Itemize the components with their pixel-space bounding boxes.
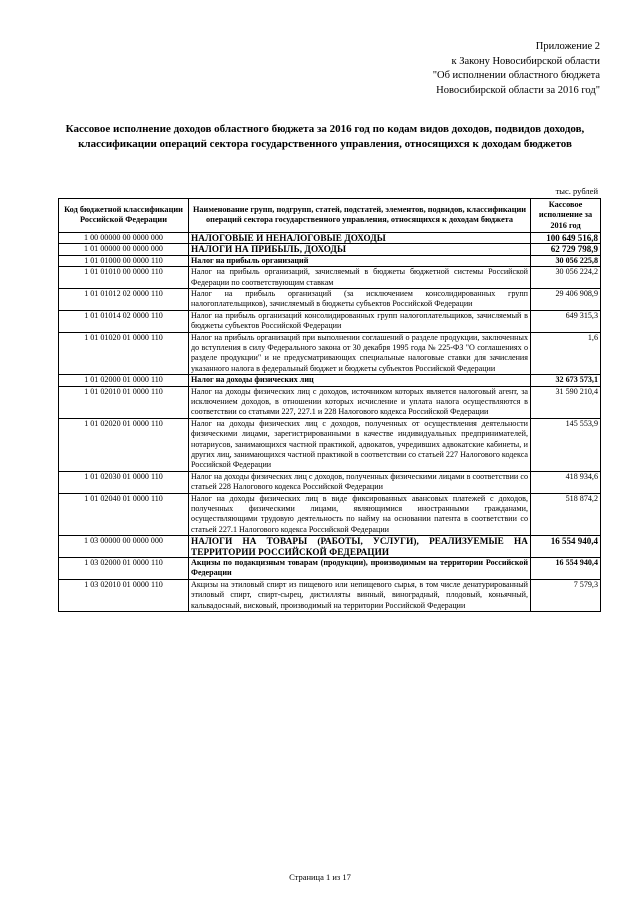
table-row (59, 558, 601, 580)
row-code: 1 03 00000 00 0000 000 (59, 536, 189, 558)
table-row (59, 255, 601, 266)
table-row (59, 579, 601, 611)
row-code: 1 01 02000 01 0000 110 (59, 375, 189, 386)
row-name: Налог на прибыль организаций, зачисляемый в бюджеты бюджетной системы Российской Федерации по соответствующим ставкам (189, 267, 531, 289)
row-name: Налог на доходы физических лиц (189, 375, 531, 386)
row-name: Акцизы на этиловый спирт из пищевого или непищевого сырья, в том числе денатурированный этиловый спирт, спирт-сырец, дистилляты винный, виноградный, плодовый, коньячный, кальвадосный, висковый, производимый на территории Российской Федерации (189, 579, 531, 611)
row-amount: 30 056 225,8 (531, 255, 601, 266)
row-code: 1 01 02010 01 0000 110 (59, 386, 189, 418)
row-amount: 1,6 (531, 332, 601, 375)
row-name: Налог на прибыль организаций при выполнении соглашений о разделе продукции, заключенных до вступления в силу Федерального закона от 30 декабря 1995 года № 225-ФЗ "О соглашениях о разделе продукции" и не предусматривающих специальные налоговые ставки для зачисления указанного налога в федеральный бюджет и бюджеты субъектов Российской Федерации (189, 332, 531, 375)
header-name: Наименование групп, подгрупп, статей, подстатей, элементов, подвидов, классификации операций сектора государственного управления, относящихся к доходам бюджета (189, 199, 531, 233)
row-amount: 100 649 516,8 (531, 232, 601, 243)
row-name: НАЛОГИ НА ПРИБЫЛЬ, ДОХОДЫ (189, 244, 531, 255)
row-amount: 418 934,6 (531, 471, 601, 493)
row-name: Налог на доходы физических лиц с доходов, полученных от осуществления деятельности физическими лицами, зарегистрированными в качестве индивидуальных предпринимателей, нотариусов, занимающихся частной практикой, адвокатов, учредивших адвокатские кабинеты, и других лиц, занимающихся частной практикой в соответствии со статьей 227 Налогового кодекса Российской Федерации (189, 418, 531, 471)
row-amount: 16 554 940,4 (531, 558, 601, 580)
table-row (59, 418, 601, 471)
row-code: 1 01 01020 01 0000 110 (59, 332, 189, 375)
row-name: Акцизы по подакцизным товарам (продукции), производимым на территории Российской Федерации (189, 558, 531, 580)
row-code: 1 03 02000 01 0000 110 (59, 558, 189, 580)
row-name: Налог на прибыль организаций (189, 255, 531, 266)
appendix-line-4: Новосибирской области за 2016 год" (436, 84, 600, 96)
table-row (59, 471, 601, 493)
page-footer: Страница 1 из 17 (289, 872, 351, 882)
appendix-header (433, 40, 600, 98)
document-title: Кассовое исполнение доходов областного бюджета за 2016 год по кодам видов доходов, подвидов доходов, классификации операций сектора государственного управления, относящихся к доходам бюджетов (65, 123, 585, 150)
table-row (59, 375, 601, 386)
table-row (59, 493, 601, 536)
row-code: 1 01 02020 01 0000 110 (59, 418, 189, 471)
row-name: НАЛОГОВЫЕ И НЕНАЛОГОВЫЕ ДОХОДЫ (189, 232, 531, 243)
table-row (59, 232, 601, 243)
row-amount: 7 579,3 (531, 579, 601, 611)
table-row (59, 332, 601, 375)
row-code: 1 01 02040 01 0000 110 (59, 493, 189, 536)
table-header-row (59, 199, 601, 233)
row-code: 1 01 01014 02 0000 110 (59, 310, 189, 332)
header-code: Код бюджетной классификации Российской Федерации (59, 199, 189, 233)
row-amount: 31 590 210,4 (531, 386, 601, 418)
revenue-table (58, 198, 601, 612)
table-row (59, 386, 601, 418)
row-name: Налог на прибыль организаций (за исключением консолидированных групп налогоплательщиков), зачисляемый в бюджеты субъектов Российской Федерации (189, 288, 531, 310)
row-code: 1 01 02030 01 0000 110 (59, 471, 189, 493)
row-amount: 32 673 573,1 (531, 375, 601, 386)
row-code: 1 00 00000 00 0000 000 (59, 232, 189, 243)
table-row (59, 310, 601, 332)
row-code: 1 01 01000 00 0000 110 (59, 255, 189, 266)
row-name: Налог на доходы физических лиц с доходов, полученных физическими лицами в соответствии со статьей 228 Налогового кодекса Российской Федерации (189, 471, 531, 493)
table-row (59, 536, 601, 558)
header-amount: Кассовое исполнение за 2016 год (531, 199, 601, 233)
row-amount: 16 554 940,4 (531, 536, 601, 558)
row-code: 1 01 01012 02 0000 110 (59, 288, 189, 310)
appendix-line-2: к Закону Новосибирской области (451, 55, 600, 67)
appendix-line-1: Приложение 2 (535, 41, 600, 52)
table-row (59, 267, 601, 289)
row-code: 1 01 00000 00 0000 000 (59, 244, 189, 255)
appendix-line-3: "Об исполнении областного бюджета (432, 70, 600, 81)
row-amount: 30 056 224,2 (531, 267, 601, 289)
row-amount: 518 874,2 (531, 493, 601, 536)
units-label: тыс. рублей (555, 186, 598, 196)
row-name: Налог на прибыль организаций консолидированных групп налогоплательщиков, зачисляемый в бюджеты субъектов Российской Федерации (189, 310, 531, 332)
row-code: 1 03 02010 01 0000 110 (59, 579, 189, 611)
row-amount: 649 315,3 (531, 310, 601, 332)
row-amount: 29 406 908,9 (531, 288, 601, 310)
row-name: Налог на доходы физических лиц в виде фиксированных авансовых платежей с доходов, полученных физическими лицами, являющимися иностранными гражданами, осуществляющими трудовую деятельность по найму на основании патента в соответствии со статьей 227.1 Налогового кодекса Российской Федерации (189, 493, 531, 536)
row-amount: 62 729 798,9 (531, 244, 601, 255)
table-row (59, 288, 601, 310)
row-name: НАЛОГИ НА ТОВАРЫ (РАБОТЫ, УСЛУГИ), РЕАЛИЗУЕМЫЕ НА ТЕРРИТОРИИ РОССИЙСКОЙ ФЕДЕРАЦИИ (189, 536, 531, 558)
row-code: 1 01 01010 00 0000 110 (59, 267, 189, 289)
row-name: Налог на доходы физических лиц с доходов, источником которых является налоговый агент, за исключением доходов, в отношении которых исчисление и уплата налога осуществляются в соответствии со статьями 227, 227.1 и 228 Налогового кодекса Российской Федерации (189, 386, 531, 418)
table-row (59, 244, 601, 255)
row-amount: 145 553,9 (531, 418, 601, 471)
